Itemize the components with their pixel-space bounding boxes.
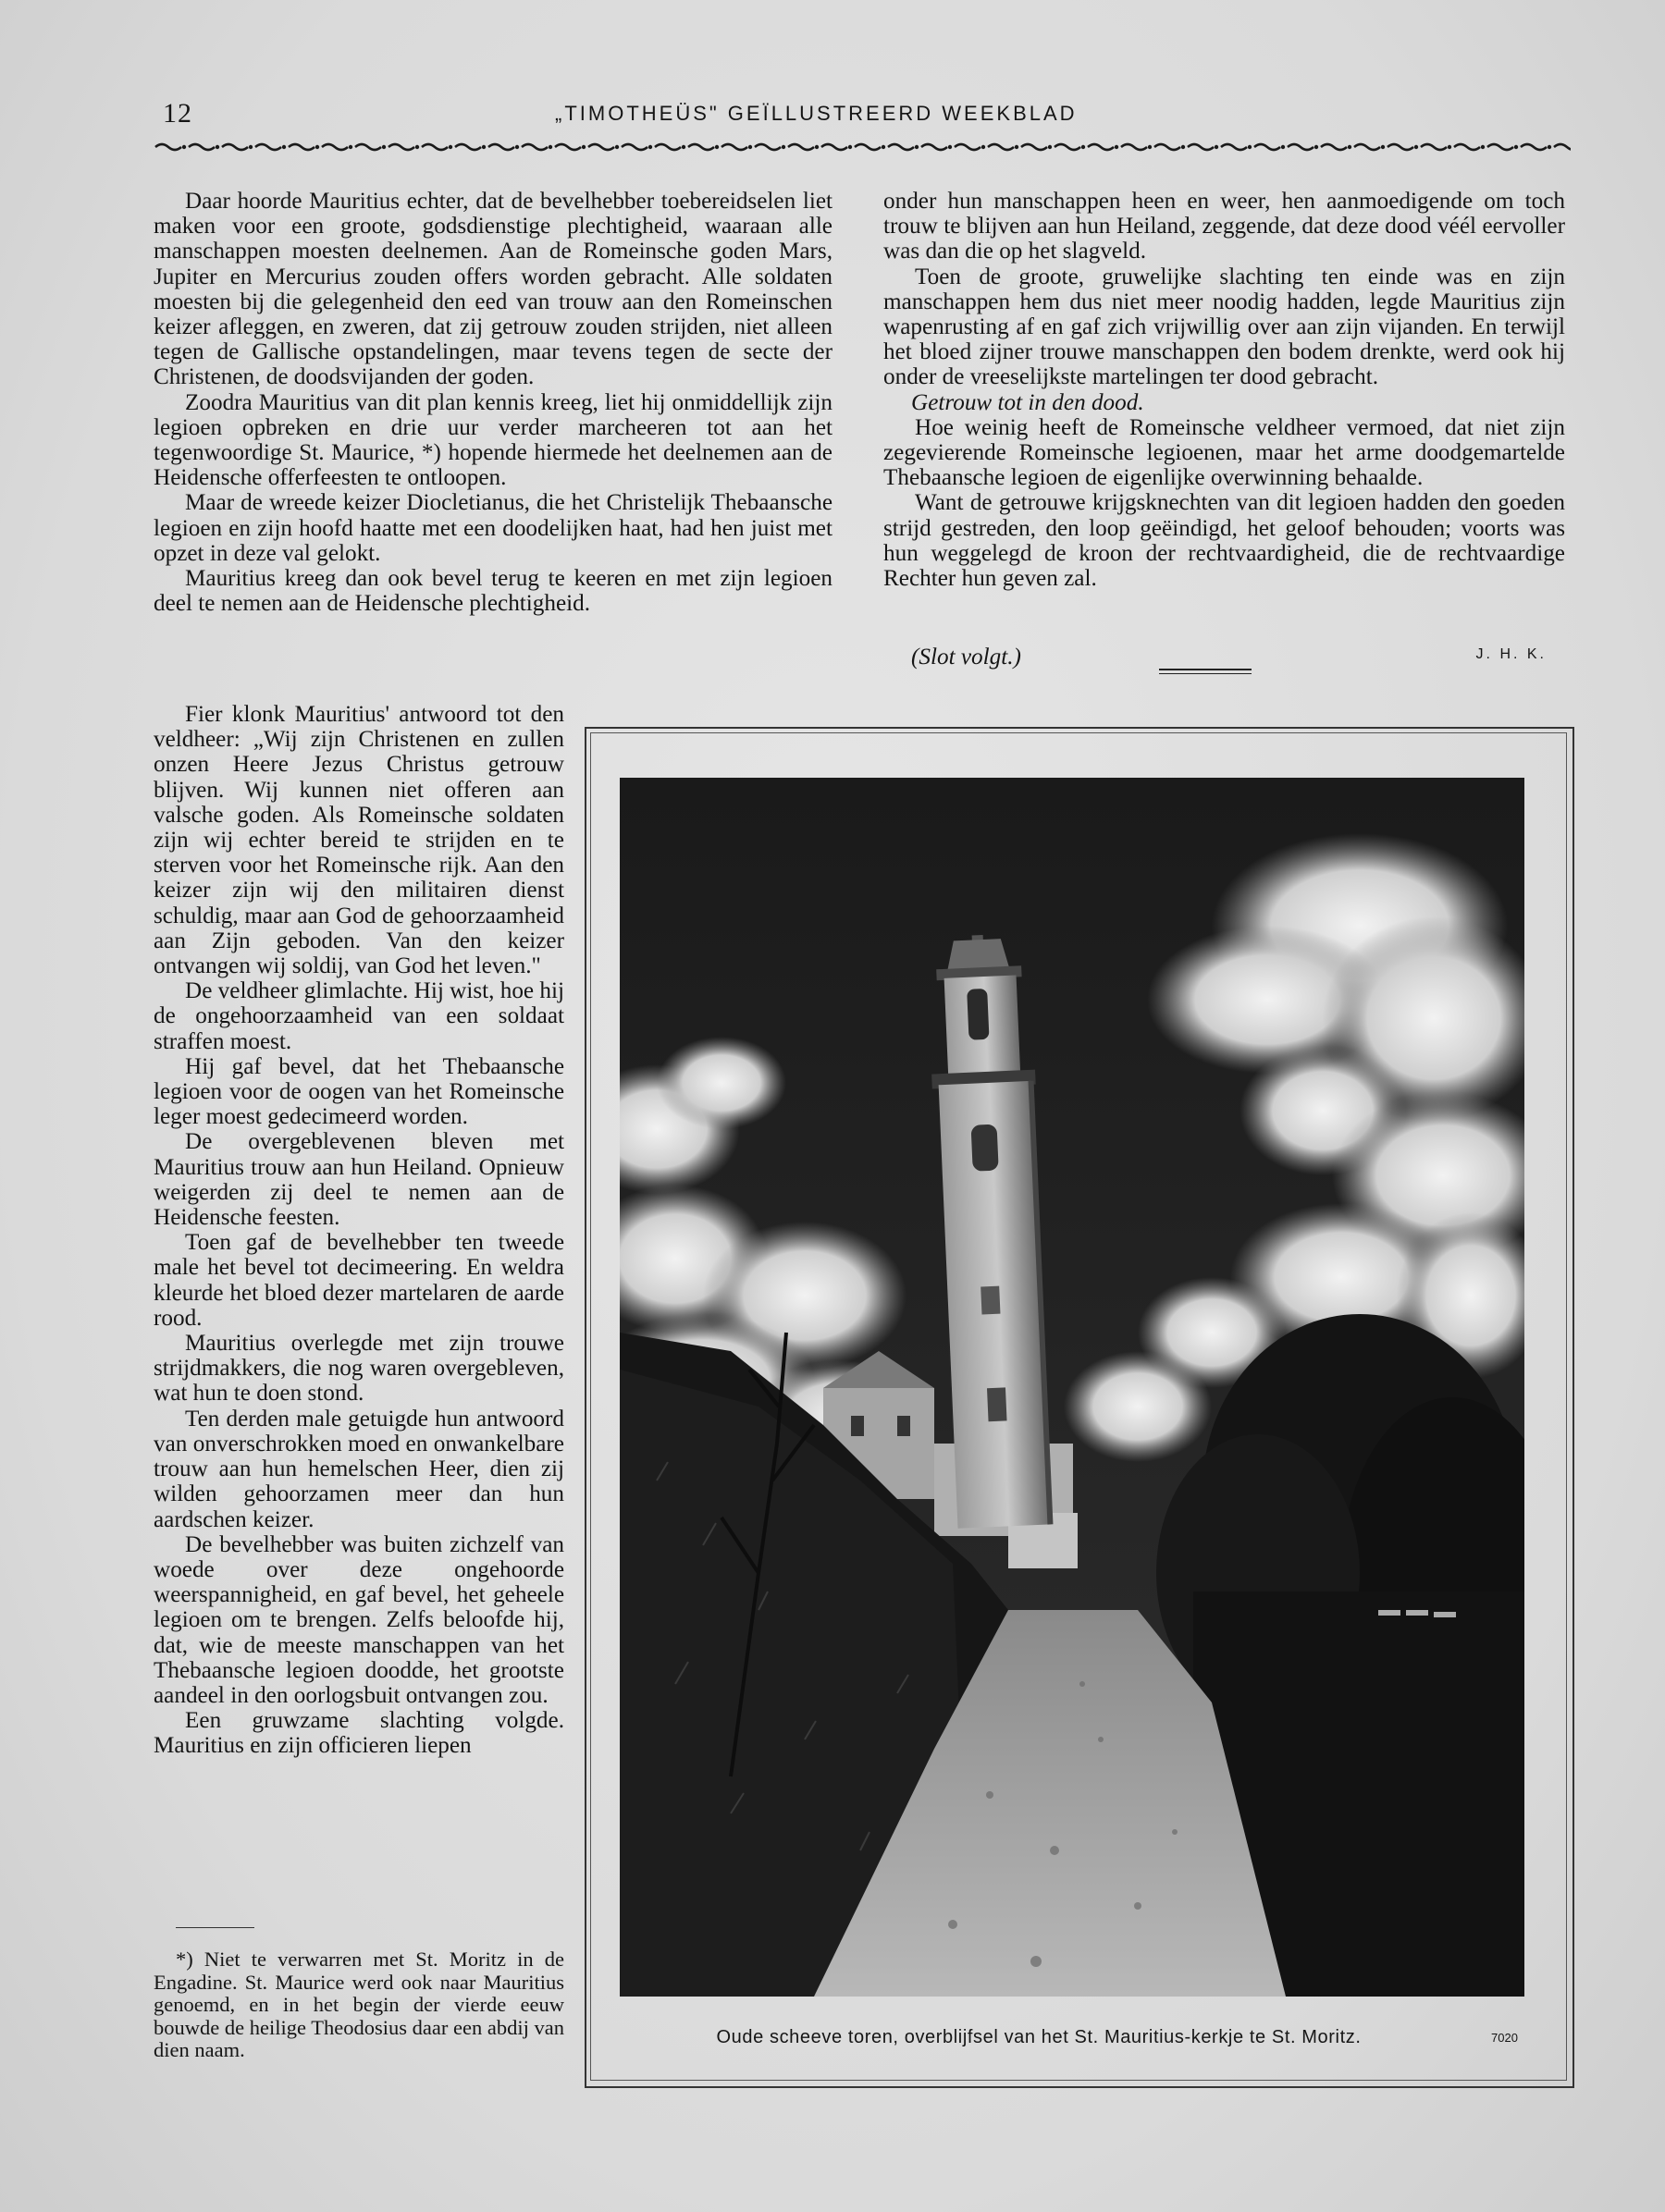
paragraph: De overgeblevenen bleven met Mauritius trouw aan hun Heiland. Opnieuw weigerden zij deel te nemen aan de Heidensche feesten. (154, 1129, 564, 1231)
paragraph: Mauritius overlegde met zijn trouwe strijdmakkers, die nog waren overgebleven, wat hun te doen stond. (154, 1331, 564, 1407)
left-column-narrow (154, 702, 564, 1759)
paragraph: Toen gaf de bevelhebber ten tweede male het bevel tot decimeering. En weldra kleurde het bloed dezer martelaren de aarde rood. (154, 1230, 564, 1331)
paragraph: Zoodra Mauritius van dit plan kennis kreeg, liet hij onmiddellijk zijn legioen opbreken en drie uur verder marcheeren tot aan het tegenwoordige St. Maurice, *) hopende hiermede het deelnemen aan de Heidensche offerfeesten te ontloopen. (154, 389, 832, 491)
illustration-caption: Oude scheeve toren, overblijfsel van het St. Mauritius-kerkje te St. Moritz. (716, 2027, 1362, 2047)
closing-rule (1159, 673, 1252, 674)
italic-line: Getrouw tot in den dood. (911, 389, 1144, 415)
paragraph: Fier klonk Mauritius' antwoord tot den veldheer: „Wij zijn Christenen en zullen onzen Heere Jezus Christus getrouw blijven. Wij kunnen niet offeren aan valsche goden. Als Romeinsche soldaten zijn wij echter bereid te strijden en te sterven voor het Romeinsche rijk. Aan den keizer zijn wij den militairen dienst schuldig, maar aan God de gehoorzaamheid aan Zijn geboden. Van den keizer ontvangen wij soldij, van God het leven." (154, 702, 564, 979)
paragraph: Mauritius kreeg dan ook bevel terug te keeren en met zijn legioen deel te nemen aan de Heidensche plechtigheid. (154, 566, 832, 617)
footnote: *) Niet te verwarren met St. Moritz in de Engadine. St. Maurice werd ook naar Mauritius genoemd, en in het begin der vierde eeuw bouwde de heilige Theodosius daar een abdij van dien naam. (154, 1948, 564, 2062)
paragraph: Maar de wreede keizer Diocletianus, die het Christelijk Thebaansche legioen en zijn hoofd haatte met een doodelijken haat, had hen juist met opzet in deze val gelokt. (154, 490, 832, 566)
paragraph: Ten derden male getuigde hun antwoord van onverschrokken moed en onwankelbare trouw aan hun hemelschen Heer, dien zij wilden gehoorzamen meer dan hun aardschen keizer. (154, 1406, 564, 1532)
paragraph: Een gruwzame slachting volgde. Mauritius en zijn officieren liepen (154, 1708, 564, 1759)
paragraph: De bevelhebber was buiten zichzelf van woede over deze ongehoorde weerspannigheid, en gaf bevel, het geheele legioen om te brengen. Zelfs beloofde hij, dat, wie de meeste manschappen van het Thebaansche legioen doodde, het grootste aandeel in den oorlogsbuit ontvangen zou. (154, 1531, 564, 1708)
footnote-divider (176, 1927, 254, 1928)
author-initials: J. H. K. (1475, 646, 1547, 662)
paragraph: De veldheer glimlachte. Hij wist, hoe hij de ongehoorzaamheid van een soldaat straffen moest. (154, 978, 564, 1054)
left-column-top (154, 189, 832, 616)
paragraph: Toen de groote, gruwelijke slachting ten einde was en zijn manschappen hem dus niet meer noodig hadden, legde Mauritius zijn wapenrusting af en gaf zich vrijwillig over aan zijn vijanden. En terwijl het bloed zijner trouwe manschappen den bodem drenkte, werd ook hij onder de vreeselijkste martelingen ter dood gebracht. (883, 264, 1565, 390)
plate-number: 7020 (1491, 2031, 1518, 2045)
right-column (883, 189, 1565, 591)
paragraph: Hoe weinig heeft de Romeinsche veldheer vermoed, dat niet zijn zegevierende Romeinsche legioenen, maar het arme doodgemartelde Thebaansche legioen de eigenlijke overwinning behaalde. (883, 414, 1565, 491)
tower-photograph (620, 778, 1524, 1997)
paragraph: Daar hoorde Mauritius echter, dat de bevelhebber toebereidselen liet maken voor een groote, godsdienstige plechtigheid, waaraan alle manschappen moesten deelnemen. Aan de Romeinsche goden Mars, Jupiter en Mercurius zouden offers worden gebracht. Alle soldaten moesten bij die gelegenheid den eed van trouw aan den Romeinschen keizer afleggen, en zweren, dat zij getrouw zouden strijden, niet alleen tegen de Gallische opstandelingen, maar tevens tegen de secte der Christenen, de doodsvijanden der goden. (154, 189, 832, 390)
ornamental-rule (154, 139, 1571, 154)
paragraph: Want de getrouwe krijgsknechten van dit legioen hadden den goeden strijd gestreden, den loop geëindigd, het geloof behouden; voorts was hun weggelegd de kroon der rechtvaardigheid, die de rechtvaardige Rechter hun geven zal. (883, 490, 1565, 592)
to-be-continued: (Slot volgt.) (911, 645, 1021, 670)
page-number: 12 (163, 98, 192, 129)
paragraph: Hij gaf bevel, dat het Thebaansche legioen voor de oogen van het Romeinsche leger moest gedecimeerd worden. (154, 1053, 564, 1130)
running-title: „TIMOTHEÜS" GEÏLLUSTREERD WEEKBLAD (555, 102, 1078, 125)
signature-row (883, 645, 1565, 672)
paragraph-continued: onder hun manschappen heen en weer, hen aanmoedigende om toch trouw te blijven aan hun Heiland, zeggende, dat deze dood véél eervoller was dan die op het slagveld. (883, 189, 1565, 264)
closing-rule (1159, 669, 1252, 670)
